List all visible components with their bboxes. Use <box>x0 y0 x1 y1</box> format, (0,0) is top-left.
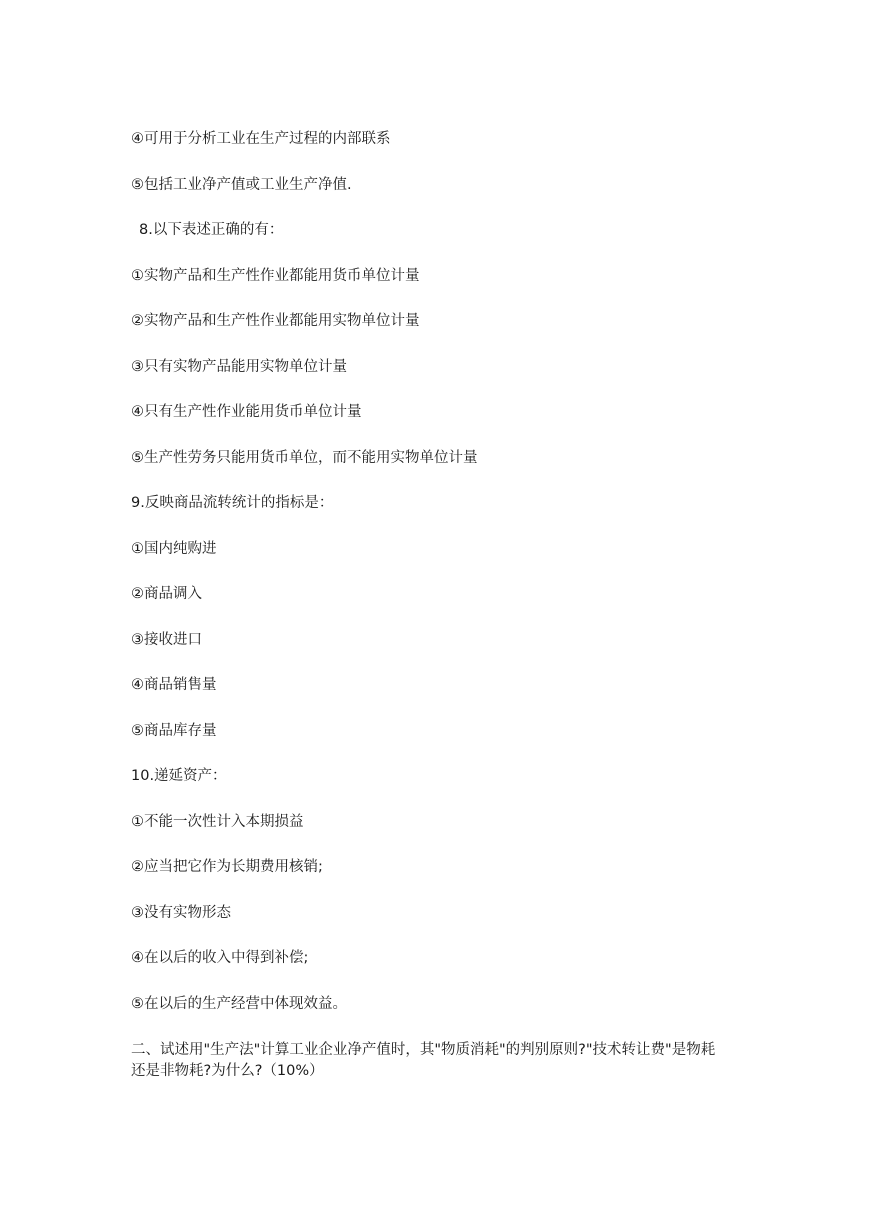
option-line: ③接收进口 <box>131 632 202 648</box>
option-line: ③只有实物产品能用实物单位计量 <box>131 359 347 375</box>
option-line: ⑤包括工业净产值或工业生产净值. <box>131 177 352 193</box>
option-line: ①实物产品和生产性作业都能用货币单位计量 <box>131 268 420 284</box>
option-line: ④商品销售量 <box>131 677 217 693</box>
essay-question-line-1: 二、试述用"生产法"计算工业企业净产值时，其"物质消耗"的判别原则?"技术转让费"是物耗 <box>131 1042 716 1058</box>
option-line: ②商品调入 <box>131 586 202 602</box>
option-line: ③没有实物形态 <box>131 905 231 921</box>
option-line: ④只有生产性作业能用货币单位计量 <box>131 404 362 420</box>
option-line: ②应当把它作为长期费用核销; <box>131 859 323 875</box>
question-heading: 10.递延资产： <box>131 768 227 784</box>
essay-question-line-2: 还是非物耗?为什么?（10%） <box>131 1063 324 1079</box>
question-heading: 8.以下表述正确的有： <box>139 222 284 238</box>
option-line: ②实物产品和生产性作业都能用实物单位计量 <box>131 313 420 329</box>
option-line: ⑤生产性劳务只能用货币单位，而不能用实物单位计量 <box>131 450 478 466</box>
option-line: ⑤在以后的生产经营中体现效益。 <box>131 996 347 1012</box>
option-line: ①国内纯购进 <box>131 541 217 557</box>
option-line: ④可用于分析工业在生产过程的内部联系 <box>131 131 391 147</box>
option-line: ①不能一次性计入本期损益 <box>131 814 304 830</box>
option-line: ④在以后的收入中得到补偿; <box>131 950 309 966</box>
option-line: ⑤商品库存量 <box>131 723 217 739</box>
question-heading: 9.反映商品流转统计的指标是： <box>131 495 334 511</box>
